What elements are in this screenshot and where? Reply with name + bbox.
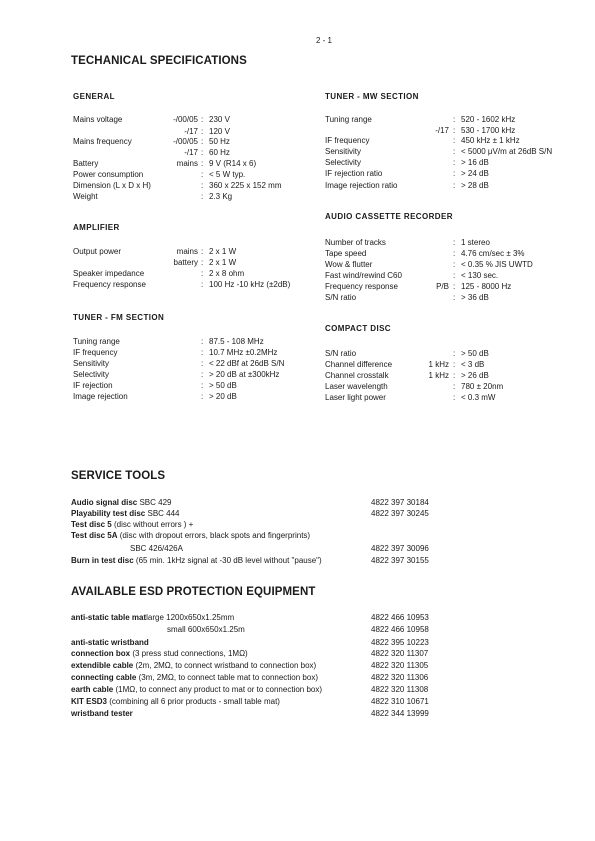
item-name: Audio signal disc — [71, 498, 138, 507]
item-name: earth cable — [71, 685, 114, 694]
spec-separator: : — [201, 392, 204, 401]
spec-value: 9 V (R14 x 6) — [209, 159, 257, 168]
item-detail: (combining all 6 prior products - small table mat) — [107, 697, 280, 706]
part-number: 4822 466 10958 — [371, 625, 429, 634]
spec-separator: : — [453, 126, 456, 135]
item-description — [71, 684, 322, 695]
part-number: 4822 320 11307 — [371, 649, 429, 658]
spec-separator: : — [201, 337, 204, 346]
spec-value: < 130 sec. — [461, 271, 499, 280]
tuner-mw-heading: TUNER - MW SECTION — [325, 92, 419, 101]
spec-value: 50 Hz — [209, 137, 230, 146]
part-number: 4822 397 30096 — [371, 544, 429, 553]
item-description — [71, 530, 310, 541]
esd-heading: AVAILABLE ESD PROTECTION EQUIPMENT — [71, 586, 316, 598]
spec-value: 2 x 1 W — [209, 247, 237, 256]
spec-qualifier: -/00/05 — [173, 115, 198, 124]
spec-value: 120 V — [209, 127, 230, 136]
spec-separator: : — [201, 148, 204, 157]
spec-label: Mains voltage — [73, 115, 123, 124]
part-number: 4822 397 30155 — [371, 556, 429, 565]
spec-label: Selectivity — [325, 158, 362, 167]
item-detail: large 1200x650x1.25mm — [146, 613, 235, 622]
part-number: 4822 320 11306 — [371, 673, 429, 682]
item-description — [71, 660, 316, 671]
spec-value: > 20 dB at ±300kHz — [209, 370, 280, 379]
spec-value: > 50 dB — [209, 381, 237, 390]
spec-qualifier: mains — [176, 247, 198, 256]
spec-label: Speaker impedance — [73, 269, 145, 278]
spec-value: < 22 dBf at 26dB S/N — [209, 359, 285, 368]
spec-separator: : — [453, 382, 456, 391]
page-title: TECHANICAL SPECIFICATIONS — [71, 55, 247, 67]
spec-value: 100 Hz -10 kHz (±2dB) — [209, 280, 291, 289]
item-name: anti-static table mat — [71, 613, 147, 622]
item-detail: (65 min. 1kHz signal at -30 dB level without "pause") — [133, 556, 322, 565]
spec-separator: : — [201, 137, 204, 146]
spec-separator: : — [453, 136, 456, 145]
item-name: extendible cable — [71, 661, 134, 670]
part-number: 4822 320 11305 — [371, 661, 429, 670]
spec-label: Weight — [73, 192, 98, 201]
spec-label: Tape speed — [325, 249, 367, 258]
spec-value: 2.3 Kg — [209, 192, 233, 201]
general-heading: GENERAL — [73, 92, 115, 101]
item-description — [71, 519, 193, 530]
part-number: 4822 466 10953 — [371, 613, 429, 622]
spec-separator: : — [453, 249, 456, 258]
item-detail: small 600x650x1.25m — [167, 625, 245, 634]
item-description — [71, 637, 149, 648]
spec-label: IF rejection — [73, 381, 113, 390]
item-description — [71, 508, 180, 519]
item-name: anti-static wristband — [71, 638, 149, 647]
spec-label: Laser wavelength — [325, 382, 388, 391]
spec-qualifier: -/17 — [184, 148, 198, 157]
spec-value: < 3 dB — [461, 360, 485, 369]
spec-label: Selectivity — [73, 370, 110, 379]
item-description — [71, 555, 322, 566]
spec-label: Sensitivity — [325, 147, 362, 156]
cassette-heading: AUDIO CASSETTE RECORDER — [325, 212, 453, 221]
spec-separator: : — [201, 170, 204, 179]
item-description — [71, 648, 248, 659]
spec-separator: : — [453, 393, 456, 402]
item-detail: (disc without errors ) + — [111, 520, 194, 529]
item-name: Playability test disc — [71, 509, 146, 518]
spec-value: > 20 dB — [209, 392, 237, 401]
spec-value: > 16 dB — [461, 158, 489, 167]
spec-separator: : — [201, 370, 204, 379]
amplifier-heading: AMPLIFIER — [73, 223, 120, 232]
spec-qualifier: mains — [176, 159, 198, 168]
spec-separator: : — [453, 260, 456, 269]
item-description — [167, 624, 245, 635]
spec-label: IF rejection ratio — [325, 169, 383, 178]
spec-value: 2 x 1 W — [209, 258, 237, 267]
spec-qualifier: battery — [173, 258, 198, 267]
spec-value: > 24 dB — [461, 169, 489, 178]
spec-label: Mains frequency — [73, 137, 132, 146]
item-name: KIT ESD3 — [71, 697, 108, 706]
spec-value: 60 Hz — [209, 148, 230, 157]
spec-value: > 50 dB — [461, 349, 489, 358]
spec-qualifier: -/17 — [435, 126, 449, 135]
part-number: 4822 395 10223 — [371, 638, 429, 647]
spec-label: Power consumption — [73, 170, 144, 179]
part-number: 4822 397 30184 — [371, 498, 429, 507]
item-description — [71, 696, 280, 707]
part-number: 4822 397 30245 — [371, 509, 429, 518]
item-description — [71, 497, 171, 508]
spec-value: > 36 dB — [461, 293, 489, 302]
item-description — [71, 612, 234, 623]
spec-qualifier: 1 kHz — [428, 360, 449, 369]
spec-separator: : — [453, 360, 456, 369]
item-name: Test disc 5 — [71, 520, 112, 529]
spec-separator: : — [453, 349, 456, 358]
spec-separator: : — [201, 159, 204, 168]
spec-value: 87.5 - 108 MHz — [209, 337, 264, 346]
spec-label: Channel difference — [325, 360, 393, 369]
spec-separator: : — [201, 115, 204, 124]
spec-value: 230 V — [209, 115, 230, 124]
spec-qualifier: -/00/05 — [173, 137, 198, 146]
item-detail: SBC 429 — [137, 498, 172, 507]
spec-separator: : — [453, 238, 456, 247]
item-name: connection box — [71, 649, 131, 658]
spec-label: Tuning range — [325, 115, 372, 124]
item-name: connecting cable — [71, 673, 137, 682]
spec-separator: : — [201, 359, 204, 368]
item-detail: SBC 426/426A — [130, 544, 183, 553]
item-detail: (disc with dropout errors, black spots and fingerprints) — [117, 531, 311, 540]
spec-separator: : — [453, 293, 456, 302]
item-detail: (3 press stud connections, 1MΩ) — [130, 649, 248, 658]
spec-label: IF frequency — [73, 348, 118, 357]
service-tools-heading: SERVICE TOOLS — [71, 470, 166, 482]
spec-separator: : — [453, 181, 456, 190]
spec-label: Sensitivity — [73, 359, 110, 368]
spec-label: Dimension (L x D x H) — [73, 181, 151, 190]
spec-label: Output power — [73, 247, 122, 256]
spec-label: Channel crosstalk — [325, 371, 389, 380]
item-description — [71, 672, 318, 683]
spec-value: < 0.3 mW — [461, 393, 496, 402]
spec-value: 450 kHz ± 1 kHz — [461, 136, 520, 145]
spec-separator: : — [201, 127, 204, 136]
spec-separator: : — [201, 348, 204, 357]
spec-value: 360 x 225 x 152 mm — [209, 181, 282, 190]
spec-separator: : — [453, 271, 456, 280]
cd-heading: COMPACT DISC — [325, 324, 391, 333]
spec-separator: : — [201, 269, 204, 278]
spec-label: Wow & flutter — [325, 260, 373, 269]
tuner-fm-heading: TUNER - FM SECTION — [73, 313, 165, 322]
page-number: 2 - 1 — [316, 36, 333, 45]
part-number: 4822 344 13999 — [371, 709, 429, 718]
spec-qualifier: 1 kHz — [428, 371, 449, 380]
spec-label: Image rejection ratio — [325, 181, 398, 190]
spec-label: Frequency response — [325, 282, 398, 291]
spec-value: 780 ± 20nm — [461, 382, 504, 391]
spec-qualifier: P/B — [436, 282, 449, 291]
spec-value: < 5000 μV/m at 26dB S/N — [461, 147, 553, 156]
spec-separator: : — [453, 147, 456, 156]
spec-label: Battery — [73, 159, 99, 168]
spec-qualifier: -/17 — [184, 127, 198, 136]
spec-separator: : — [201, 181, 204, 190]
item-name: Test disc 5A — [71, 531, 118, 540]
spec-value: 530 - 1700 kHz — [461, 126, 516, 135]
part-number: 4822 320 11308 — [371, 685, 429, 694]
spec-separator: : — [453, 371, 456, 380]
spec-value: > 28 dB — [461, 181, 489, 190]
spec-value: 4.76 cm/sec ± 3% — [461, 249, 525, 258]
spec-label: Image rejection — [73, 392, 128, 401]
spec-label: Fast wind/rewind C60 — [325, 271, 402, 280]
spec-value: 520 - 1602 kHz — [461, 115, 516, 124]
spec-separator: : — [453, 115, 456, 124]
spec-separator: : — [201, 258, 204, 267]
item-detail: (3m, 2MΩ, to connect table mat to connection box) — [136, 673, 318, 682]
spec-value: > 26 dB — [461, 371, 489, 380]
spec-label: Tuning range — [73, 337, 120, 346]
spec-value: 1 stereo — [461, 238, 490, 247]
spec-separator: : — [453, 158, 456, 167]
item-name: Burn in test disc — [71, 556, 134, 565]
item-detail: (1MΩ, to connect any product to mat or to connection box) — [113, 685, 323, 694]
spec-value: 10.7 MHz ±0.2MHz — [209, 348, 278, 357]
spec-value: < 0.35 % JIS UWTD — [461, 260, 533, 269]
spec-label: S/N ratio — [325, 349, 357, 358]
item-detail: (2m, 2MΩ, to connect wristband to connection box) — [133, 661, 317, 670]
spec-label: S/N ratio — [325, 293, 357, 302]
spec-separator: : — [201, 247, 204, 256]
spec-value: < 5 W typ. — [209, 170, 246, 179]
spec-separator: : — [453, 169, 456, 178]
part-number: 4822 310 10671 — [371, 697, 429, 706]
spec-label: Number of tracks — [325, 238, 386, 247]
spec-separator: : — [201, 381, 204, 390]
spec-label: IF frequency — [325, 136, 370, 145]
spec-separator: : — [201, 192, 204, 201]
item-detail: SBC 444 — [145, 509, 180, 518]
spec-separator: : — [201, 280, 204, 289]
spec-label: Frequency response — [73, 280, 146, 289]
item-description — [71, 708, 133, 719]
spec-separator: : — [453, 282, 456, 291]
spec-value: 125 - 8000 Hz — [461, 282, 512, 291]
spec-value: 2 x 8 ohm — [209, 269, 245, 278]
item-name: wristband tester — [71, 709, 133, 718]
item-description — [130, 543, 183, 554]
spec-label: Laser light power — [325, 393, 386, 402]
